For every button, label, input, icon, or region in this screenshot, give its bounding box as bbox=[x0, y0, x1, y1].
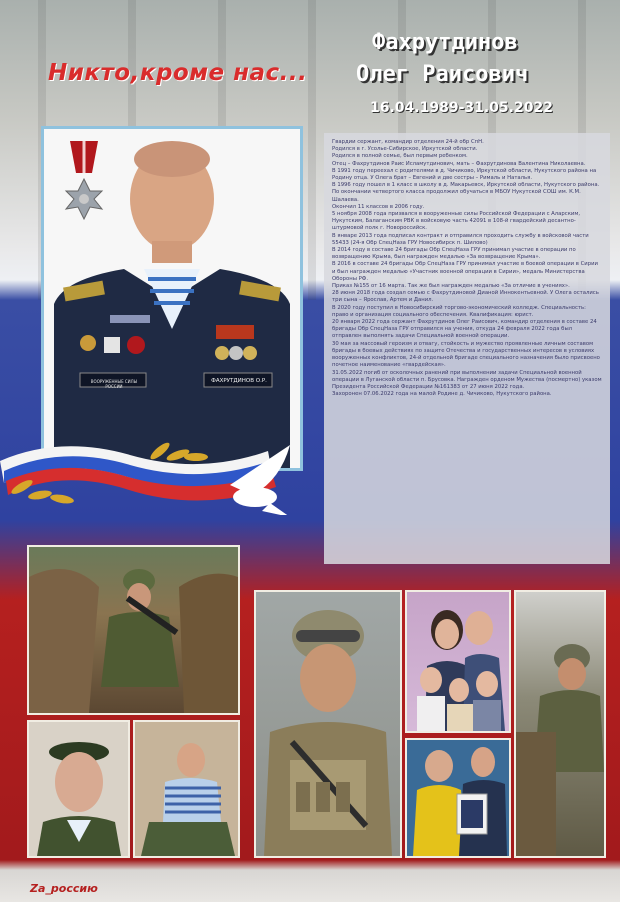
bio-paragraph: Гвардии сержант, командир отделения 24-й обр СпН. bbox=[332, 139, 484, 145]
bio-paragraph: В 2014 году в составе 24 бригады Обр СпецНаза ГРУ принимал участие в операции по возвращению Крыма, был награжден медалью «За возвращение Крыма». bbox=[332, 247, 576, 261]
photo-parents-with-portrait bbox=[405, 738, 511, 858]
footer-logo: Zа_россию bbox=[30, 882, 98, 895]
bio-paragraph: По окончании четвертого класса продолжил обучаться в МБОУ Нукутской СОШ им. К.М. Шалаева. bbox=[332, 189, 581, 203]
photo-beret-portrait bbox=[27, 720, 130, 858]
soldier-portrait-illustration bbox=[44, 129, 300, 468]
bio-paragraph: В 1991 году переехал с родителями в д. Чичиково, Иркутской области, Нукутского района на Родину отца. У Олега брат – Евгений и две сестры – Рималь и Наталья. bbox=[332, 167, 597, 182]
footer-bar bbox=[0, 878, 620, 902]
bio-paragraph: В 2016 в составе 24 бригады Обр СпецНаза ГРУ принимал участие в боевой операции в Сирии и был награжден медалью «Участник военной операции в Сирии», медаль Министерства Обороны РФ. bbox=[332, 261, 598, 282]
bio-paragraph: В 1996 году пошел в 1 класс в школу в д. Макарьевск, Иркутской области, Нукутского района. bbox=[332, 182, 600, 189]
badge-text-armed-forces: ВООРУЖЕННЫЕ СИЛЫ РОССИИ bbox=[90, 379, 138, 389]
surname: Фахрутдинов bbox=[372, 30, 518, 55]
bio-paragraph: В январе 2013 года подписал контракт и отправился проходить службу в войсковой части 55433 (24-я Обр СпецНаза ГРУ Новосибирск п. Шилово) bbox=[332, 232, 589, 246]
bio-paragraph: В 2020 году поступил в Новосибирский торгово-экономический колледж. Специальность: право и организация социального обеспечения. Квалификация: юрист. bbox=[332, 304, 586, 318]
life-dates: 16.04.1989-31.05.2022 bbox=[370, 100, 553, 116]
bio-paragraph: 31.05.2022 погиб от осколочных ранений при выполнении задачи Специальной военной операции в Луганской области п. Брусовка. Награжден орденом Мужества (посмертно) указом Президента Российской Федерации №161383 от 27 июня 2022 года. bbox=[332, 369, 602, 390]
bio-paragraph: Приказ №155 от 16 марта. Так же был награжден медалью «За отличие в учениях». bbox=[332, 283, 570, 290]
bio-paragraph: Родился в г. Усолье-Сибирское, Иркутской области. bbox=[332, 146, 478, 153]
bio-paragraph: 30 мая за массовый героизм и отвагу, стойкость и мужество проявленные личным составом бригады в боевых действиях по защите Отечества и государственных интересов в условиях вооруженных конфликтов, 24-й отдельной бригаде специального назначения было присвоено почетное наименование «гвардейская». bbox=[332, 340, 600, 369]
bio-paragraph: Родился в полной семье, был первым ребенком. bbox=[332, 153, 468, 160]
bio-paragraph: Захоронен 07.06.2022 года на малой Родине д. Чичиково, Нукутского района. bbox=[332, 391, 552, 398]
slogan-title: Никто,кроме нас... bbox=[48, 60, 308, 86]
bio-paragraph: Окончил 11 классов в 2006 году. bbox=[332, 203, 425, 210]
biography-panel bbox=[324, 133, 610, 564]
bio-paragraph: Отец – Фахрутдинов Раис Исламутдинович, мать – Фахрутдинова Валентина Николаевна. bbox=[332, 160, 586, 167]
flag-ribbon-decoration bbox=[0, 425, 290, 515]
photo-trench-soldier bbox=[27, 545, 240, 715]
bio-paragraph: 5 ноября 2008 года призвался в вооруженные силы Российской Федерации с Аларским, Нукутским, Балаганским РВК в войсковую часть 42091 в 108-й гвардейский десантно-штурмовой полк г. Новороссийск. bbox=[332, 211, 581, 232]
portrait-photo bbox=[41, 126, 303, 471]
photo-family bbox=[405, 590, 511, 733]
photo-field-soldier bbox=[514, 590, 606, 858]
order-of-courage-icon bbox=[66, 141, 102, 219]
photo-sitting-vest bbox=[133, 720, 240, 858]
bio-paragraph: 28 июня 2018 года создал семью с Фахрутдиновой Дианой Иннокентьевной. У Олега остались три сына – Ярослав, Артем и Данил. bbox=[332, 290, 599, 304]
bio-paragraph: 20 января 2022 года сержант Фахрутдинов Олег Раисович, командир отделения в составе 24 бригады Обр СпецНаза ГРУ отправился на учения, откуда 24 февраля 2022 года был отправлен выполнять задачи Специальной военной операции. bbox=[332, 319, 597, 340]
given-names: Олег Раисович bbox=[356, 62, 529, 87]
photo-helmet-combat bbox=[254, 590, 402, 858]
name-tag: ФАХРУТДИНОВ О.Р. bbox=[211, 378, 267, 384]
